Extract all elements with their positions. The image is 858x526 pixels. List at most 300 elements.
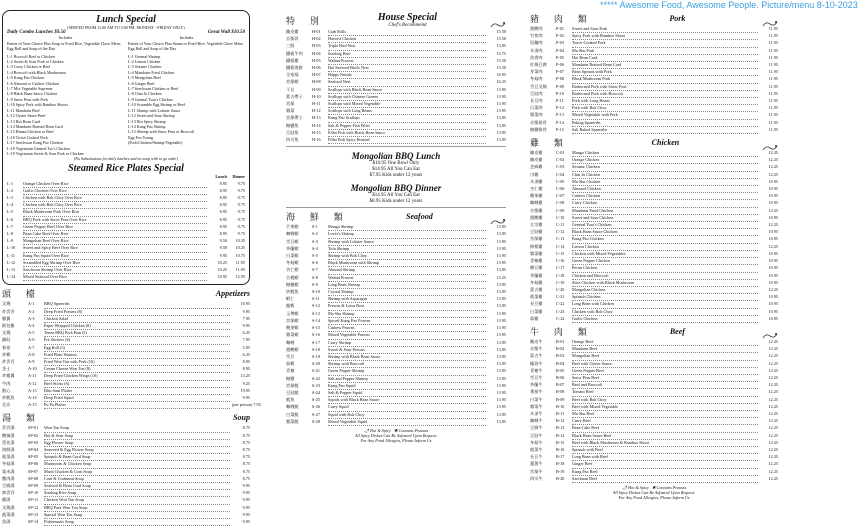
item-chinese-name: 白菜魷 xyxy=(286,411,299,417)
item-code: P-15 xyxy=(556,126,564,132)
item-name: Kung Pao Squid xyxy=(328,383,486,390)
item-chinese-name: 龍蝦 xyxy=(286,303,295,309)
item-price: 10.95 xyxy=(768,229,778,235)
item-chinese-name: 全家福 xyxy=(286,72,299,78)
item-price: 6.25 xyxy=(242,351,250,357)
item-price: 13.95 xyxy=(496,43,506,49)
item-chinese-name: 炸雲吞 xyxy=(2,308,15,314)
appetizers-menu-item xyxy=(2,395,250,402)
combo-item: L-15 Hunan Chicken or Beef xyxy=(7,129,54,135)
item-name: BBQ Pork with Snow Peas Over Rice xyxy=(23,217,207,224)
item-name: Mu Shu Pork xyxy=(572,48,758,55)
item-code: S-10 xyxy=(312,289,320,295)
item-code: B-17 xyxy=(556,454,565,460)
item-price: 12.25 xyxy=(768,475,778,481)
combo-item: L-13 Hot Spicy Shrimp xyxy=(128,118,166,124)
item-chinese-name: 豆豉魚 xyxy=(286,129,299,135)
great-wall-list xyxy=(128,54,245,146)
item-chinese-name: 粟米湯 xyxy=(2,468,15,474)
combo-item: L-2 Lemon Chicken xyxy=(128,59,161,65)
lunch-special-hours: (SERVED FROM 11:00 AM TO 3:00 PM, MONDAY - FRIDAY ONLY) xyxy=(67,25,185,30)
item-chinese-name: 宮保蝦 xyxy=(286,317,299,323)
item-chinese-name: 三鮮 xyxy=(286,43,295,49)
item-chinese-name: 白菜肉 xyxy=(530,105,543,111)
item-chinese-name: 芝士 xyxy=(2,366,11,372)
house-menu-item xyxy=(286,65,506,72)
item-chinese-name: 回鍋肉 xyxy=(530,40,543,46)
daily-combo-includes: Includes xyxy=(58,35,73,41)
rooster-icon xyxy=(762,139,778,147)
appetizers-menu-item xyxy=(2,301,250,308)
item-name: Long Bean with Chicken xyxy=(572,301,758,308)
pork-menu-item xyxy=(530,26,778,33)
item-price: 12.25 xyxy=(768,346,778,352)
item-lunch-price: 10.95 xyxy=(217,274,227,280)
item-price: 8.75 xyxy=(242,425,250,431)
item-code: SP-08 xyxy=(28,475,39,481)
item-chinese-name: 雜菜牛 xyxy=(530,403,543,409)
item-chinese-name: 鐵板海鮮 xyxy=(286,65,303,71)
item-price: 9.25 xyxy=(242,380,250,386)
item-code: S-13 xyxy=(312,310,320,316)
appetizers-menu-item xyxy=(2,381,250,388)
item-name: Chicken with Bok Choy xyxy=(572,309,758,316)
item-name: Shrimp with Asparagus xyxy=(328,296,486,303)
item-price: 15.50 xyxy=(496,36,506,42)
item-code: H-11 xyxy=(312,101,321,107)
soup-menu-item xyxy=(2,461,250,468)
item-name: Curry Shrimp xyxy=(328,340,486,347)
item-name: Deep Fried Chicken Wings (10) xyxy=(44,373,230,380)
item-code: SP-05 xyxy=(28,454,39,460)
daily-combo-list xyxy=(7,54,124,157)
item-dinner-price: 9.75 xyxy=(237,202,245,208)
item-code: P-06 xyxy=(556,62,564,68)
legend-hot: Hot & Spicy xyxy=(370,427,391,433)
peanut-icon: ✱ xyxy=(393,427,398,433)
item-chinese-name: 陳皮雞 xyxy=(530,150,543,156)
item-code: H-16 xyxy=(312,137,321,143)
beef-menu-item xyxy=(530,382,778,389)
item-price: 13.95 xyxy=(496,289,506,295)
combo-item: L-14 Kung Pao Shrimp xyxy=(128,123,166,129)
item-name: Pot Stickers (6) xyxy=(44,337,230,344)
item-chinese-name: 窩雲吞 xyxy=(2,490,15,496)
soup-zh: 湯 類 xyxy=(2,414,41,425)
item-code: H-05 xyxy=(312,57,321,63)
item-name: Scallops with Long Beans xyxy=(328,108,486,115)
item-chinese-name: 白菜牛 xyxy=(530,396,543,402)
item-chinese-name: 蒙古雞 xyxy=(530,286,543,292)
item-code: L-4 xyxy=(7,202,14,208)
item-price: 10.95 xyxy=(768,315,778,321)
item-name: Green Pepper Chicken xyxy=(572,258,758,265)
item-code: B-01 xyxy=(556,338,565,344)
item-chinese-name: 四川魚 xyxy=(286,137,299,143)
house-menu-item xyxy=(286,101,506,108)
legend-line1-r: All Spicy Dishes Can Be Adjusted Upon Request. xyxy=(612,490,696,496)
menu-column-right xyxy=(530,10,778,501)
house-menu-item xyxy=(286,108,506,115)
dragon-icon xyxy=(490,16,506,24)
item-code: C-13 xyxy=(556,236,565,242)
item-code: L-3 xyxy=(7,194,14,200)
item-price: 13.95 xyxy=(496,245,506,251)
item-price: 12.25 xyxy=(768,157,778,163)
bbq-dinner-title: Mongolian BBQ Dinner xyxy=(350,183,442,194)
item-name: Fisherman's Soup xyxy=(44,519,230,526)
item-code: A-14 xyxy=(28,395,37,401)
item-code: P-07 xyxy=(556,69,564,75)
item-price: 12.25 xyxy=(768,446,778,452)
combo-item: L-4 Broccoli with Black Mushrooms xyxy=(7,69,67,75)
item-price: 12.25 xyxy=(768,338,778,344)
beef-menu-item xyxy=(530,397,778,404)
combo-item: L-2 Sweet & Sour Pork or Chicken xyxy=(7,59,64,65)
item-chinese-name: 椒鹽蝦 xyxy=(286,281,299,287)
item-code: L-5 xyxy=(7,209,14,215)
item-code: P-01 xyxy=(556,26,564,31)
item-chinese-name: 腰果蝦 xyxy=(286,325,299,331)
combo-item: L-11 Mandarin Beef xyxy=(7,107,40,113)
soup-menu-item xyxy=(2,425,250,432)
combo-item: L-11 Shrimp with Lobster Sauce xyxy=(128,107,181,113)
item-chinese-name: 雜菜 xyxy=(286,108,295,114)
item-price: 12.25 xyxy=(768,382,778,388)
item-name: Squid with Bok Choy xyxy=(328,412,486,419)
bbq-lunch-title: Mongolian BBQ Lunch xyxy=(351,151,441,162)
beef-menu-item xyxy=(530,339,778,346)
item-lunch-price: 8.95 xyxy=(219,202,227,208)
item-code: C-17 xyxy=(556,265,565,271)
item-code: SP-14 xyxy=(28,519,39,525)
item-code: A-7 xyxy=(28,344,35,350)
appetizers-menu-item xyxy=(2,337,250,344)
chicken-zh: 雞 類 xyxy=(530,139,569,150)
house-menu-item xyxy=(286,58,506,65)
lunch-note: (No Substitutions for daily lunches and no soup with to go order) xyxy=(73,156,179,162)
combo-item: L-1 Broccoli Beef or Chicken xyxy=(7,53,55,59)
item-chinese-name: 宮保雞 xyxy=(530,236,543,242)
combo-item: L-10 Spicy Pork with Bamboo Shoots xyxy=(7,102,69,108)
item-code: S-28 xyxy=(312,418,320,424)
item-lunch-price: 8.95 xyxy=(219,180,227,186)
pork-menu-item xyxy=(530,55,778,62)
item-name: Sizzling Rice Soup xyxy=(44,490,230,497)
appetizers-menu-item xyxy=(2,352,250,359)
item-price: 11.95 xyxy=(768,47,778,53)
seafood-menu-item xyxy=(286,289,506,296)
legend-line2: For Any Food Allergies, Please Inform Us xyxy=(360,438,432,444)
item-price: 12.25 xyxy=(768,353,778,359)
item-chinese-name: 長豆肉 xyxy=(530,98,543,104)
item-chinese-name: 叉燒 xyxy=(2,301,11,307)
item-name: Hot & Sour Soup xyxy=(44,433,230,440)
item-code: H-01 xyxy=(312,29,321,34)
item-code: P-08 xyxy=(556,76,564,82)
item-price: 13.95 xyxy=(496,346,506,352)
seafood-menu-item xyxy=(286,404,506,411)
house-subtitle: Chef's Recommend xyxy=(388,23,427,28)
item-chinese-name: 宮保帶子 xyxy=(286,115,303,121)
item-chinese-name: 雪豆 xyxy=(286,353,295,359)
item-price: 10.95 xyxy=(768,308,778,314)
item-price: 10.95 xyxy=(768,272,778,278)
item-code: C-02 xyxy=(556,157,565,163)
beef-menu-item xyxy=(530,361,778,368)
item-price: 13.95 xyxy=(496,101,506,107)
soup-list xyxy=(2,425,250,526)
item-price: 8.75 xyxy=(242,468,250,474)
item-price: 16.25 xyxy=(496,79,506,85)
chicken-header xyxy=(530,136,778,149)
item-name: Curry Beef xyxy=(572,418,758,425)
item-name: Spinach & Bean Curd Soup xyxy=(44,454,230,461)
steamed-menu-item xyxy=(7,260,245,267)
item-chinese-name: 豆豉肉 xyxy=(530,90,543,96)
item-chinese-name: 腰果雞 xyxy=(530,193,543,199)
item-name: Scallops with Chinese Greens xyxy=(328,94,486,101)
item-chinese-name: 腰豆雞 xyxy=(530,265,543,271)
item-name: Beef and Broccoli xyxy=(572,382,758,389)
soup-menu-item xyxy=(2,476,250,483)
item-price: 11.95 xyxy=(768,76,778,82)
pork-header xyxy=(530,12,778,25)
item-price: 13.95 xyxy=(496,382,506,388)
chicken-menu-item xyxy=(530,164,778,171)
item-name: Pork with Long Beans xyxy=(572,98,758,105)
item-chinese-name: 甜酸蝦 xyxy=(286,346,299,352)
item-lunch-price: 8.95 xyxy=(219,223,227,229)
appetizers-menu-item xyxy=(2,388,250,395)
steamed-title: Steamed Rice Plates Special xyxy=(68,163,184,175)
item-price: 11.95 xyxy=(768,54,778,60)
house-menu-item xyxy=(286,115,506,122)
item-code: C-03 xyxy=(556,164,565,170)
item-price: 13.95 xyxy=(496,404,506,410)
item-name: Crab Rolls xyxy=(328,29,486,36)
item-dinner-price: 12.95 xyxy=(235,274,245,280)
item-name: Deep Fried Squid xyxy=(44,395,230,402)
item-name: Ginger Beef xyxy=(572,461,758,468)
item-chinese-name: 京都骨 xyxy=(286,36,299,42)
pork-menu-item xyxy=(530,98,778,105)
item-code: P-12 xyxy=(556,105,564,111)
item-chinese-name: 菠菜牛 xyxy=(530,446,543,452)
item-name: Bean Sprouts with Pork xyxy=(572,69,758,76)
item-price: 5.95 xyxy=(242,344,250,350)
seafood-menu-item xyxy=(286,419,506,426)
item-name: Mongolian Chicken xyxy=(572,287,758,294)
item-price: 9.95 xyxy=(242,497,250,503)
item-code: S-3 xyxy=(312,238,318,244)
appetizers-list xyxy=(2,301,261,409)
house-list xyxy=(286,29,506,144)
item-price: 9.95 xyxy=(242,323,250,328)
item-code: C-18 xyxy=(556,272,565,278)
item-code: H-13 xyxy=(312,115,321,121)
item-code: S-9 xyxy=(312,281,318,287)
item-chinese-name: 北京 xyxy=(2,402,11,408)
item-name: Long Bean Shrimp xyxy=(328,282,486,289)
item-chinese-name: 雜菜蝦 xyxy=(286,332,299,338)
item-price: 13.95 xyxy=(496,122,506,128)
pork-menu-item xyxy=(530,40,778,47)
legend-right xyxy=(530,485,778,501)
item-name: Mongolian Beef Over Rice xyxy=(23,238,207,245)
pork-menu-item xyxy=(530,112,778,119)
item-name: Lover's Shrimp xyxy=(328,231,486,238)
item-name: Beef with Mixed Vegetable xyxy=(572,404,758,411)
item-chinese-name: 炸魷魚 xyxy=(2,395,15,401)
item-code: S-4 xyxy=(312,245,318,251)
soup-menu-item xyxy=(2,505,250,512)
item-price: 9.95 xyxy=(242,504,250,510)
item-chinese-name: 木須雞 xyxy=(530,178,543,184)
item-price: 7.95 xyxy=(242,315,250,321)
item-code: B-20 xyxy=(556,475,565,481)
item-code: C-06 xyxy=(556,186,565,192)
item-code: S-22 xyxy=(312,375,320,381)
item-chinese-name: 芥蘭蝦 xyxy=(286,245,299,251)
item-chinese-name: 京都雞 xyxy=(530,207,543,213)
item-name: Happy Family xyxy=(328,72,486,79)
item-code: H-02 xyxy=(312,36,321,42)
item-code: SP-11 xyxy=(28,497,39,503)
steamed-menu-item xyxy=(7,231,245,238)
chicken-menu-item xyxy=(530,208,778,215)
item-chinese-name: 蒙古帶子 xyxy=(286,93,303,99)
item-chinese-name: 冬菇蝦 xyxy=(286,260,299,266)
item-chinese-name: 川雞 xyxy=(530,171,539,177)
soup-menu-item xyxy=(2,447,250,454)
item-name: Sweet and Sour Pork xyxy=(572,26,758,33)
appetizers-menu-item xyxy=(2,402,261,409)
bbq-dinner-line1: $14.95 All You Can Eat xyxy=(372,193,420,199)
item-name: Szechwan Shrimp Over Rice xyxy=(23,267,207,274)
item-code: S-17 xyxy=(312,339,320,345)
item-code: A-10 xyxy=(28,366,37,372)
item-price: 12.25 xyxy=(768,468,778,474)
item-price: 8.75 xyxy=(242,447,250,453)
seafood-menu-item xyxy=(286,253,506,260)
item-code: S-7 xyxy=(312,267,318,273)
item-chinese-name: 雪豆叉燒 xyxy=(530,83,547,89)
item-lunch-price: 9.50 xyxy=(219,245,227,251)
item-code: S-20 xyxy=(312,361,320,367)
bbq-lunch-line2: $14.95 All You Can Eat xyxy=(372,167,420,173)
item-price: 10.95 xyxy=(768,265,778,271)
chicken-menu-item xyxy=(530,236,778,243)
item-price: 13.95 xyxy=(496,325,506,331)
bbq-lunch-line3: $7.95 Kids under 12 years xyxy=(369,173,423,179)
item-name: Prawns & Lotus Root xyxy=(328,303,486,310)
combo-item: L-4 Mandarin Fried Chicken xyxy=(128,69,175,75)
soup-menu-item xyxy=(2,512,250,519)
item-chinese-name: 雞翼 xyxy=(2,315,11,321)
house-menu-item xyxy=(286,72,506,79)
item-name: Chicken Won Ton Soup xyxy=(44,497,230,504)
combo-item: L-9 Snow Peas with Pork xyxy=(7,96,48,102)
combo-item: L-12 Sweet and Sour Shrimp xyxy=(128,113,175,119)
combo-item: L-7 Szechwan Chicken or Beef xyxy=(128,86,179,92)
item-price: 10.95 xyxy=(768,301,778,307)
item-name: Deep Fried Prawns (8) xyxy=(44,309,230,316)
item-code: S-19 xyxy=(312,353,320,359)
soup-menu-item xyxy=(2,490,250,497)
item-price: 10.95 xyxy=(768,178,778,184)
item-chinese-name: 芒果蝦 xyxy=(286,224,299,230)
item-name: Garlic Chicken Over Rice xyxy=(23,188,207,195)
item-name: Shrimp with Black Bean Sauce xyxy=(328,354,486,361)
item-chinese-name: 咖喱蝦 xyxy=(286,231,299,237)
item-name: Black Bean Sauce Beef xyxy=(572,433,758,440)
item-price: 13.95 xyxy=(496,296,506,302)
item-name: Orange Chicken xyxy=(572,157,758,164)
item-code: L-14 xyxy=(7,274,16,280)
item-code: L-10 xyxy=(7,245,16,251)
item-name: Kung Pao Scallops xyxy=(328,115,486,122)
item-chinese-name: 四川牛 xyxy=(530,475,543,481)
item-chinese-name: 芥蘭雞 xyxy=(530,272,543,278)
item-name: Mango Chicken xyxy=(572,150,758,157)
item-price: 11.95 xyxy=(768,90,778,96)
item-price: 15.50 xyxy=(496,65,506,71)
beef-menu-item xyxy=(530,411,778,418)
beef-zh: 牛 肉 類 xyxy=(530,327,593,338)
item-name: Bean Cake Beef xyxy=(572,425,758,432)
pork-menu-item xyxy=(530,91,778,98)
item-code: S-12 xyxy=(312,303,320,309)
item-price: 13.95 xyxy=(496,397,506,403)
item-price: 12.25 xyxy=(768,432,778,438)
item-code: B-15 xyxy=(556,439,565,445)
item-name: Mandarin Beef xyxy=(572,346,758,353)
seafood-menu-item xyxy=(286,340,506,347)
item-code: S-26 xyxy=(312,404,320,410)
item-code: S-23 xyxy=(312,382,320,388)
item-name: Spiced Kung Pao Prawns xyxy=(328,318,486,325)
item-chinese-name: 甜酸肉 xyxy=(530,26,543,31)
combo-item: Egg Foo Young xyxy=(128,134,154,140)
item-code: P-10 xyxy=(556,90,564,96)
steamed-menu-item xyxy=(7,202,245,209)
item-price: 12.25 xyxy=(768,389,778,395)
item-price: 13.95 xyxy=(496,317,506,323)
bull-icon xyxy=(762,327,778,335)
item-code: C-20 xyxy=(556,286,565,292)
item-name: Tenen BBQ Pork Bun (5) xyxy=(44,330,230,337)
item-chinese-name: 杏仁蝦 xyxy=(286,267,299,273)
item-name: Mango Shrimp xyxy=(328,224,486,231)
item-code: B-14 xyxy=(556,432,565,438)
pork-menu-item xyxy=(530,33,778,40)
item-chinese-name: 紙包雞 xyxy=(2,323,15,328)
item-name: Kung Pao Beef xyxy=(572,469,758,476)
house-zh: 特 別 xyxy=(286,16,325,27)
item-dinner-price: 11.95 xyxy=(235,259,245,265)
combo-item: L-14 Mandarin Braised Bean Curd xyxy=(7,123,63,129)
item-dinner-price: 9.75 xyxy=(237,194,245,200)
seafood-title: Seafood xyxy=(406,212,433,222)
item-price: 12.25 xyxy=(768,171,778,177)
item-chinese-name: 蒜雞 xyxy=(530,315,539,321)
beef-menu-item xyxy=(530,353,778,360)
item-name: Snow Peas Beef xyxy=(572,375,758,382)
item-price: 13.95 xyxy=(496,368,506,374)
item-price: 8.95 xyxy=(242,366,250,372)
lunch-special-title: Lunch Special xyxy=(96,14,156,25)
